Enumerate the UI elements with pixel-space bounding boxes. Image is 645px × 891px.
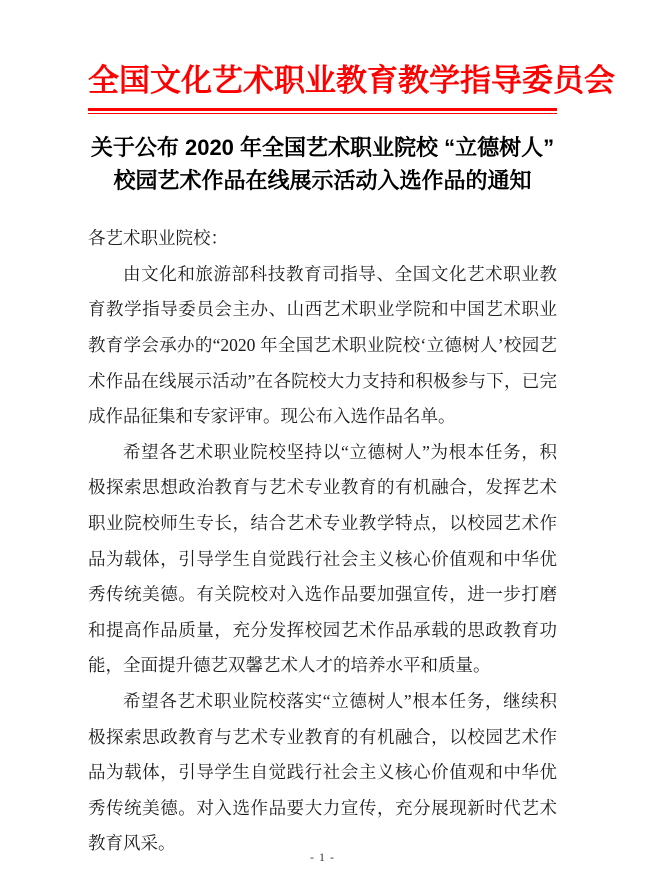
body-paragraph-2: 希望各艺术职业院校坚持以“立德树人”为根本任务，积极探索思想政治教育与艺术专业教育的有机融合，发挥艺术职业院校师生专长，结合艺术专业教学特点，以校园艺术作品为载体，引导学生自觉践行社会主义核心价值观和中华优秀传统美德。有关院校对入选作品要加强宣传，进一步打磨和提高作品质量，充分发挥校园艺术作品承载的思政教育功能，全面提升德艺双馨艺术人才的培养水平和质量。 xyxy=(88,441,557,676)
document-title-line-1: 关于公布 2020 年全国艺术职业院校 “立德树人” xyxy=(90,135,555,161)
document-title-line-2: 校园艺术作品在线展示活动入选作品的通知 xyxy=(113,168,532,194)
document-content xyxy=(88,62,615,862)
salutation: 各艺术职业院校： xyxy=(88,228,228,249)
document-title xyxy=(88,131,557,197)
body-paragraph-3: 希望各艺术职业院校落实“立德树人”根本任务，继续积极探索思政教育与艺术专业教育的有机融合，以校园艺术作品为载体，引导学生自觉践行社会主义核心价值观和中华优秀传统美德。对入选作品要大力宣传，充分展现新时代艺术教育风采。 xyxy=(88,690,557,854)
letterhead-double-rule xyxy=(88,108,557,114)
letterhead-committee-name: 全国文化艺术职业教育教学指导委员会 xyxy=(88,63,615,98)
body-paragraph-1: 由文化和旅游部科技教育司指导、全国文化艺术职业教育教学指导委员会主办、山西艺术职业学院和中国艺术职业教育学会承办的“2020 年全国艺术职业院校‘立德树人’校园艺术作品在线展示活动”在各院校大力支持和积极参与下，已完成作品征集和专家评审。现公布入选作品名单。 xyxy=(88,263,557,427)
page-number: - 1 - xyxy=(310,850,335,864)
document-body xyxy=(88,221,557,862)
